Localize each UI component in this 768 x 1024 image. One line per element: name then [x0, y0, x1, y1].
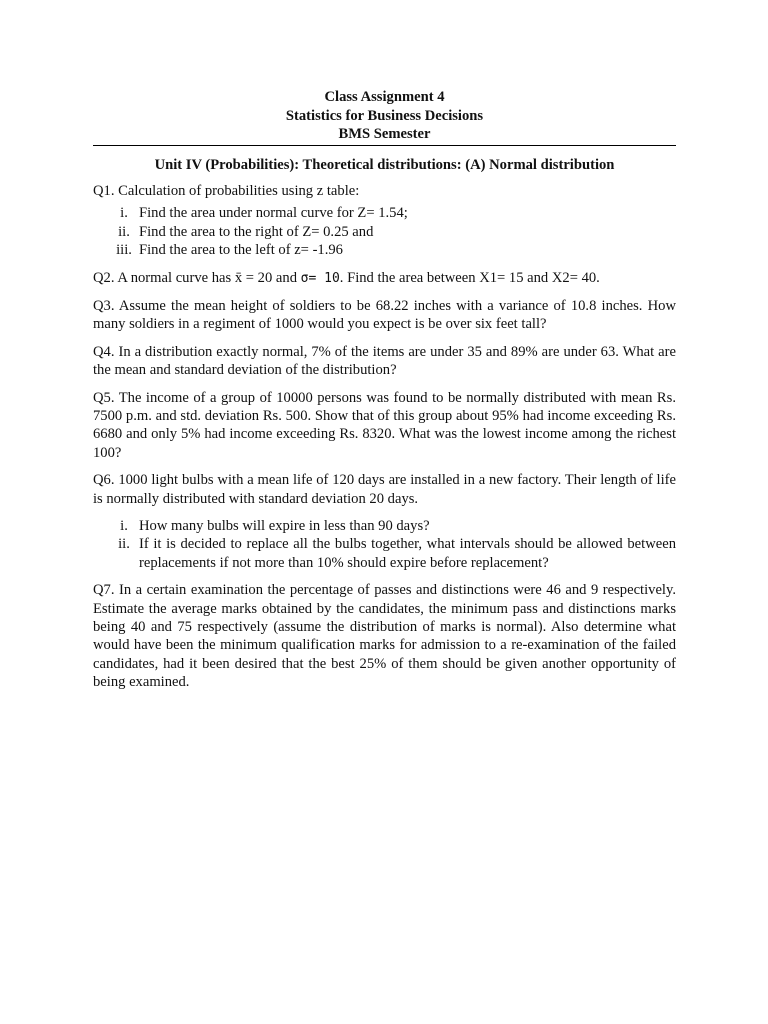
unit-title: Unit IV (Probabilities): Theoretical distributions: (A) Normal distribution: [154, 156, 615, 173]
subpart-number: iii.: [116, 242, 132, 259]
subpart-number: i.: [120, 518, 128, 534]
subpart-text: Find the area to the left of z= -1.96: [139, 242, 343, 259]
semester-label: BMS Semester: [338, 126, 431, 142]
question-6: [93, 471, 676, 572]
subpart-number: ii.: [118, 223, 130, 240]
subpart-item: [93, 223, 676, 241]
subpart-item: [93, 535, 676, 572]
sigma-symbol: σ= 10: [300, 270, 340, 286]
subpart-item: [93, 204, 676, 222]
question-2-part1: Q2. A normal curve has: [93, 269, 235, 286]
question-4: Q4. In a distribution exactly normal, 7% of the items are under 35 and 89% are under 63. What are the mean and standard deviation of the distribution?: [93, 343, 676, 379]
subpart-item: [93, 241, 676, 259]
question-1-text: Q1. Calculation of probabilities using z table:: [93, 182, 360, 199]
subpart-text: How many bulbs will expire in less than 90 days?: [139, 518, 430, 534]
question-2-part3: . Find the area between X1= 15 and X2= 40.: [339, 269, 600, 286]
subpart-number: i.: [120, 205, 128, 222]
question-6-subparts: [93, 517, 676, 572]
subpart-text: Find the area to the right of Z= 0.25 and: [139, 223, 374, 240]
question-1-subparts: [93, 204, 676, 259]
assignment-page: [93, 88, 676, 701]
course-title: Statistics for Business Decisions: [285, 107, 484, 124]
question-5: Q5. The income of a group of 10000 persons was found to be normally distributed with mean Rs. 7500 p.m. and std. deviation Rs. 500. Show that of this group about 95% had income exceeding Rs. 6680 and only 5% had income exceeding Rs. 8320. What was the lowest income among the richest 100?: [93, 389, 676, 461]
question-6-text: Q6. 1000 light bulbs with a mean life of 120 days are installed in a new factory. Their length of life is normally distributed with standard deviation 20 days.: [93, 472, 676, 507]
question-2-part2: = 20 and: [242, 269, 301, 286]
subpart-item: [93, 517, 676, 535]
document-header: [93, 88, 676, 144]
question-7: Q7. In a certain examination the percentage of passes and distinctions were 46 and 9 respectively. Estimate the average marks obtained by the candidates, the minimum pass and distinctions marks being 40 and 75 respectively (assume the distribution of marks is normal). Also determine what would have been the minimum qualification marks for admission to a re-examination of the failed candidates, had it been desired that the best 25% of them should be given another opportunity of being examined.: [93, 582, 676, 691]
subpart-number: ii.: [118, 536, 130, 553]
question-1: [93, 182, 676, 260]
question-2: [93, 269, 676, 288]
assignment-title: Class Assignment 4: [324, 89, 445, 105]
question-3: Q3. Assume the mean height of soldiers to be 68.22 inches with a variance of 10.8 inches. How many soldiers in a regiment of 1000 would you expect is be over six feet tall?: [93, 297, 676, 333]
mean-symbol: x̄: [234, 269, 243, 286]
subpart-text: Find the area under normal curve for Z= 1.54;: [139, 205, 408, 222]
subpart-text: If it is decided to replace all the bulbs together, what intervals should be allowed between replacements if not more than 10% should expire before replacement?: [139, 536, 676, 571]
header-divider: [93, 145, 676, 146]
